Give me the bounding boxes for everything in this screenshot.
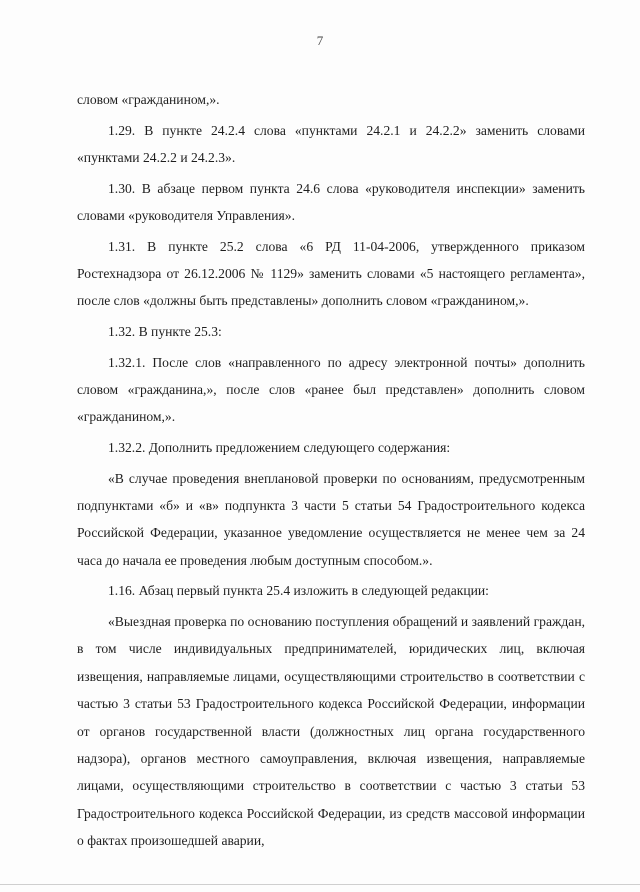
- page-number: 7: [316, 33, 324, 48]
- document-body: [77, 86, 585, 858]
- paragraph-continuation: словом «гражданином,».: [77, 92, 220, 107]
- paragraph-1-16: 1.16. Абзац первый пункта 25.4 изложить в следующей редакции:: [108, 583, 489, 599]
- paragraph-1-32-2: 1.32.2. Дополнить предложением следующего содержания:: [108, 440, 451, 455]
- paragraph-quoted-insert: «В случае проведения внеплановой проверки по основаниям, предусмотренным подпунктами «б» и «в» подпункта 3 части 5 статьи 54 Градостроительного кодекса Российской Федерации, указанное уведомление осуществляется не менее чем за 24 часа до начала ее проведения любым доступным способом.».: [77, 470, 585, 568]
- paragraph-1-32-1: 1.32.1. После слов «направленного по адресу электронной почты» дополнить словом «гражданина,», после слов «ранее был представлен» дополнить словом «гражданином,».: [77, 354, 585, 425]
- paragraph-1-29: 1.29. В пункте 24.2.4 слова «пунктами 24.2.1 и 24.2.2» заменить словами «пунктами 24.2.2 и 24.2.3».: [77, 122, 585, 165]
- page-bottom-edge: [0, 884, 640, 885]
- paragraph-1-30: 1.30. В абзаце первом пункта 24.6 слова «руководителя инспекции» заменить словами «руководителя Управления».: [77, 180, 585, 223]
- paragraph-1-31: 1.31. В пункте 25.2 слова «6 РД 11-04-2006, утвержденного приказом Ростехнадзора от 26.12.2006 № 1129» заменить словами «5 настоящего регламента», после слов «должны быть представлены» дополнить словом «гражданином,».: [77, 238, 585, 309]
- paragraph-quoted-new-text: «Выездная проверка по основанию поступления обращений и заявлений граждан, в том числе индивидуальных предпринимателей, юридических лиц, включая извещения, направляемые лицами, осуществляющими строительство в соответствии с частью 3 статьи 53 Градостроительного кодекса Российской Федерации, информации от органов государственной власти (должностных лиц органа государственного надзора), органов местного самоуправления, включая извещения, направляемые лицами, осуществляющими строительство в соответствии с частью 3 статьи 53 Градостроительного кодекса Российской Федерации, из средств массовой информации о фактах произошедшей аварии,: [77, 614, 585, 849]
- paragraph-1-32: 1.32. В пункте 25.3:: [108, 324, 222, 339]
